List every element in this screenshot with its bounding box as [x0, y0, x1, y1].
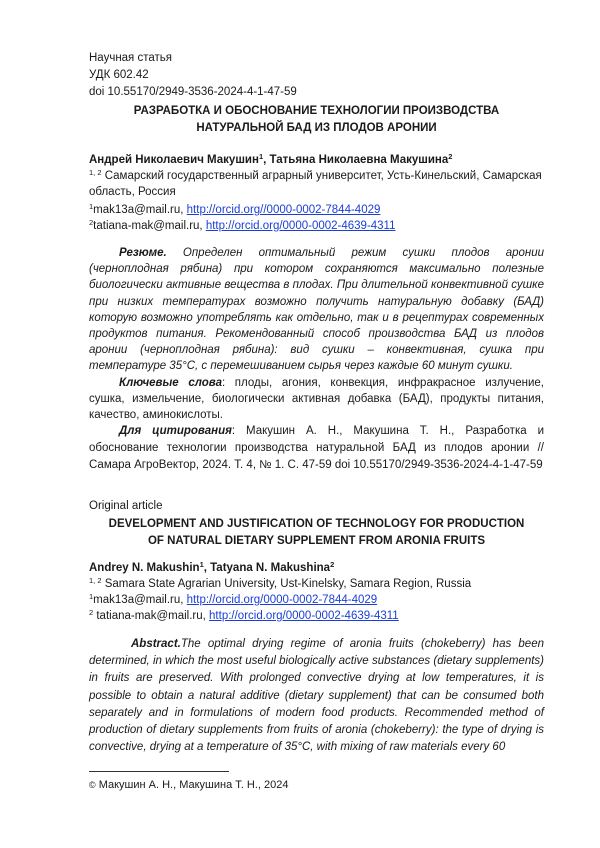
authors-en	[89, 560, 334, 576]
contact-ru-2	[89, 218, 396, 234]
affil-en-sup: 1, 2	[89, 576, 102, 585]
abstract-en-label: Abstract.	[131, 638, 181, 650]
title-ru-line1: РАЗРАБОТКА И ОБОСНОВАНИЕ ТЕХНОЛОГИИ ПРОИЗВОДСТВА	[133, 105, 500, 117]
authors-ru	[89, 152, 452, 168]
email2-ru: tatiana-mak@mail.ru,	[93, 220, 206, 232]
title-en-line2: OF NATURAL DIETARY SUPPLEMENT FROM ARONIA FRUITS	[147, 535, 486, 547]
abstract-ru	[89, 245, 544, 375]
email2-ru-sup: 2	[89, 218, 94, 227]
author2-en-sup: 2	[330, 560, 335, 569]
author2-ru: Татьяна Николаевна Макушина	[269, 154, 449, 166]
doi-ru: doi 10.55170/2949-3536-2024-4-1-47-59	[89, 86, 297, 98]
email1-en-sup: 1	[89, 592, 94, 601]
contact-ru-1	[89, 202, 380, 218]
copyright-text: Макушин А. Н., Макушина Т. Н., 2024	[95, 779, 289, 791]
contact-en-1	[89, 592, 377, 608]
cite-ru-label: Для цитирования	[119, 425, 232, 437]
author2-en: Tatyana N. Makushina	[210, 562, 331, 574]
abstract-en	[89, 636, 544, 756]
orcid2-en-link[interactable]: http://orcid.org/0000-0002-4639-4311	[209, 610, 399, 622]
email1-en: mak13a@mail.ru,	[93, 594, 187, 606]
author2-ru-sup: 2	[448, 152, 453, 161]
email1-ru: mak13a@mail.ru,	[93, 204, 187, 216]
email1-ru-sup: 1	[89, 202, 94, 211]
affil-ru-text1: Самарский государственный аграрный университет, Усть-Кинельский, Самарская	[101, 170, 542, 182]
article-type-ru: Научная статья	[89, 52, 172, 64]
orcid1-en-link[interactable]: http://orcid.org/0000-0002-7844-4029	[186, 594, 378, 606]
abstract-en-text: The optimal drying regime of aronia fruits (chokeberry) has been determined, in which the most useful biologically active substances (dietary supplements) in fruits are preserved. With prolonged convective drying at low temperatures, it is possible to obtain a natural additive (dietary supplement) that can be consumed both separately and in formulations of modern food products. Recommended method of production of dietary supplements from fruits of aronia (chokeberry): the type of drying is convective, drying at a temperature of 35°C, with mixing of raw materials every 60	[89, 638, 544, 754]
author1-ru-sup: 1	[258, 152, 264, 161]
affiliation-ru-line1	[89, 168, 542, 184]
author1-en: Andrey N. Makushin	[89, 562, 200, 574]
copyright-icon: ©	[89, 780, 96, 790]
affiliation-ru-line2: область, Россия	[89, 186, 176, 198]
cite-ru-text: : Макушин А. Н., Макушина Т. Н., Разработка и обоснование технологии производства натуральной БАД из плодов аронии // Самара АгроВектор, 2024. Т. 4, № 1. С. 47-59 doi 10.55170/2949-3536-2024-4-1-47-59	[89, 425, 544, 471]
article-type-en: Original article	[89, 500, 163, 512]
author-sep-ru: ,	[263, 154, 270, 166]
orcid2-ru-link[interactable]: http://orcid.org/0000-0002-4639-4311	[205, 220, 396, 232]
udk-code: УДК 602.42	[89, 69, 149, 81]
title-ru-line2: НАТУРАЛЬНОЙ БАД ИЗ ПЛОДОВ АРОНИИ	[196, 122, 437, 134]
affil-en-text: Samara State Agrarian University, Ust-Kinelsky, Samara Region, Russia	[104, 578, 472, 590]
citation-ru	[89, 423, 544, 474]
affiliation-en	[89, 576, 471, 592]
author1-en-sup: 1	[199, 560, 204, 569]
keywords-ru	[89, 375, 544, 424]
affil-ru-sup: 1, 2	[89, 168, 102, 177]
footnote-divider	[89, 771, 229, 772]
abstract-ru-label: Резюме.	[119, 247, 167, 259]
keywords-ru-label: Ключевые слова	[119, 377, 222, 389]
copyright-footnote	[89, 777, 288, 793]
abstract-ru-text: Определен оптимальный режим сушки плодов аронии (черноплодная рябина) при котором сохраняются максимально полезные биологически активные вещества в плодах. При длительной конвективной сушке при низких температурах возможно получить натуральную добавку (БАД) которую возможно употреблять как отдельно, так и в рецептурах современных продуктов питания. Рекомендованный способ производства БАД из плодов аронии (черноплодная рябина): вид сушки – конвективная, сушка при температуре 35°С, с перемешиванием сырья через каждые 60 минут сушки.	[89, 247, 544, 373]
orcid1-ru-link[interactable]: http://orcid.org//0000-0002-7844-4029	[186, 204, 381, 216]
email2-en-sup: 2	[89, 608, 94, 617]
author-sep-en: ,	[203, 562, 211, 574]
contact-en-2	[89, 608, 399, 624]
email2-en: tatiana-mak@mail.ru,	[93, 610, 210, 622]
title-en-line1: DEVELOPMENT AND JUSTIFICATION OF TECHNOLOGY FOR PRODUCTION	[108, 518, 525, 530]
keywords-ru-text: : плоды, агония, конвекция, инфракрасное излучение, сушка, измельчение, биологически активная добавка (БАД), продукты питания, качество, аминокислоты.	[89, 377, 544, 422]
author1-ru: Андрей Николаевич Макушин	[89, 154, 259, 166]
